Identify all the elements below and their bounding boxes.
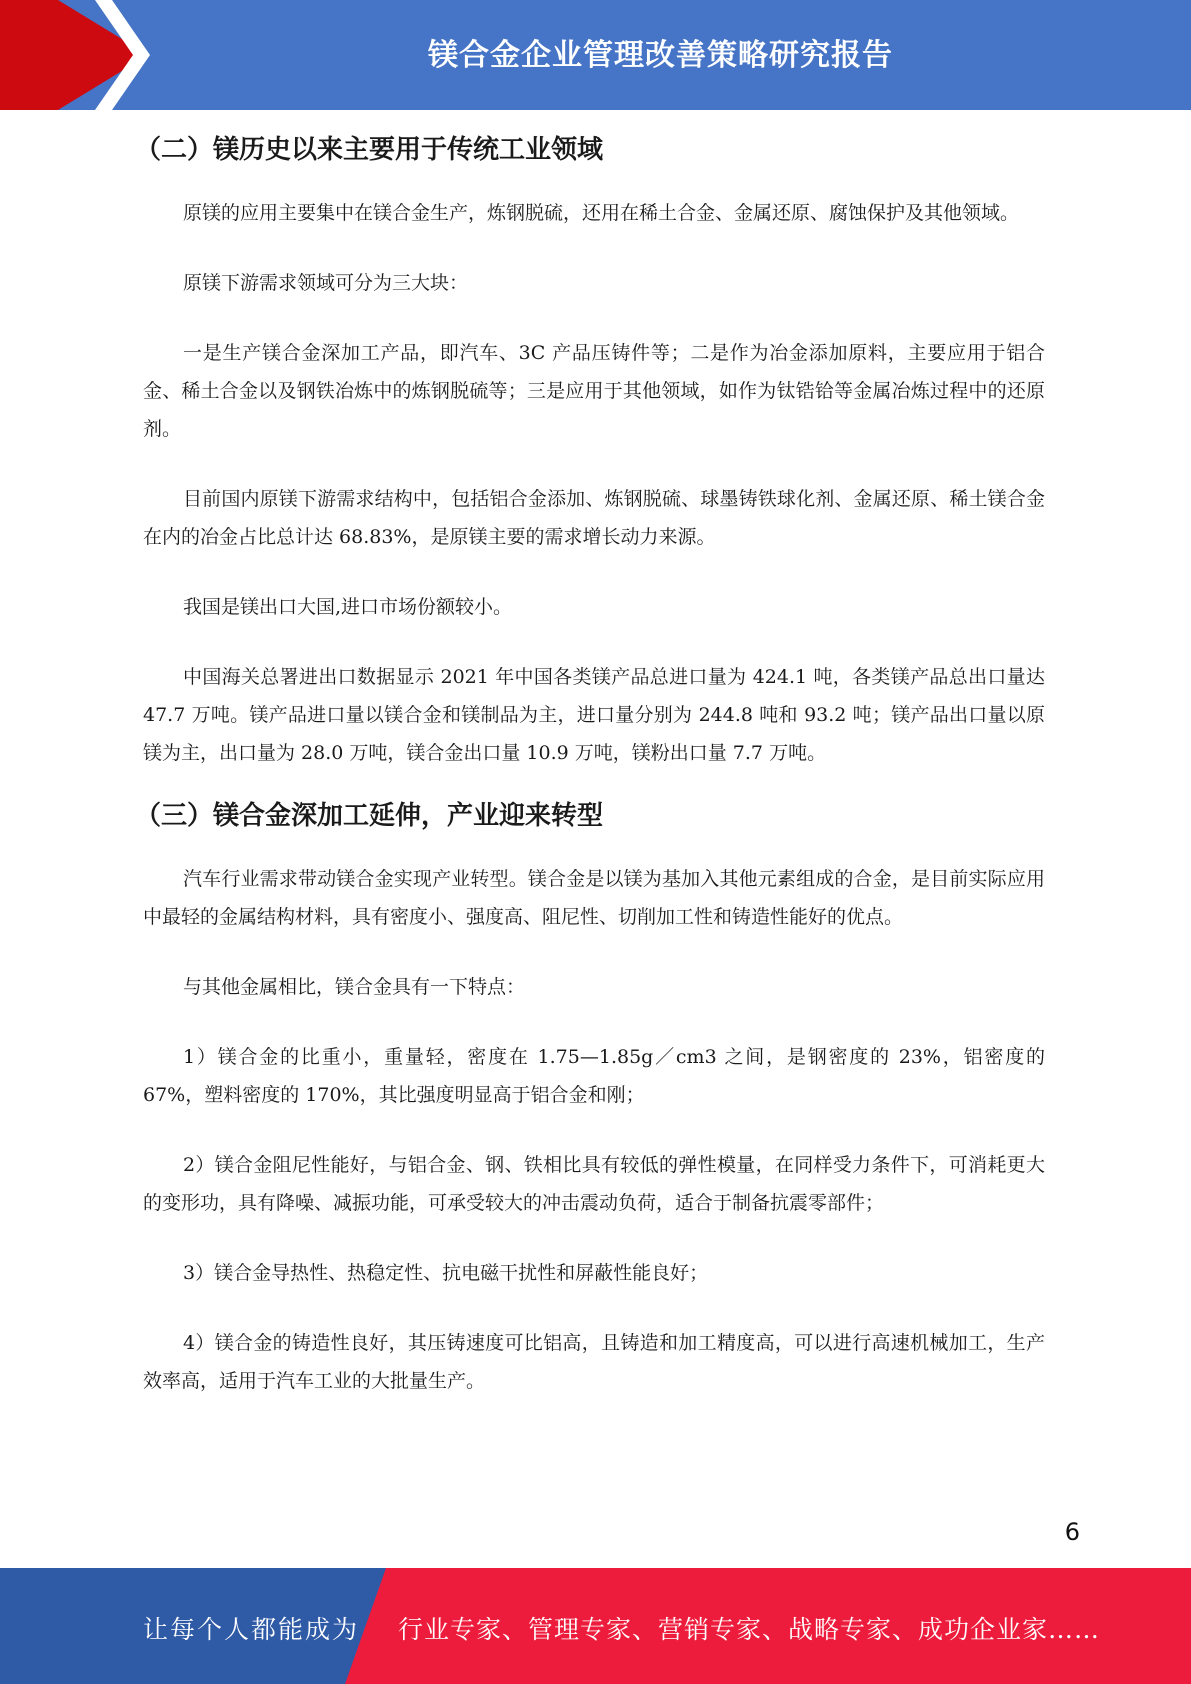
section-heading-3: （三）镁合金深加工延伸，产业迎来转型 bbox=[135, 801, 604, 831]
paragraph: 我国是镁出口大国,进口市场份额较小。 bbox=[183, 596, 513, 618]
paragraph: 原镁的应用主要集中在镁合金生产，炼钢脱硫，还用在稀土合金、金属还原、腐蚀保护及其他领域。 bbox=[183, 202, 1020, 224]
list-item-4: 4）镁合金的铸造性良好，其压铸速度可比铝高，且铸造和加工精度高，可以进行高速机械加工，生产效率高，适用于汽车工业的大批量生产。 bbox=[143, 1332, 1045, 1392]
paragraph: 目前国内原镁下游需求结构中，包括铝合金添加、炼钢脱硫、球墨铸铁球化剂、金属还原、稀土镁合金在内的冶金占比总计达 68.83%，是原镁主要的需求增长动力来源。 bbox=[143, 488, 1045, 548]
list-item-3: 3）镁合金导热性、热稳定性、抗电磁干扰性和屏蔽性能良好； bbox=[183, 1262, 709, 1284]
paragraph: 中国海关总署进出口数据显示 2021 年中国各类镁产品总进口量为 424.1 吨，各类镁产品总出口量达 47.7 万吨。镁产品进口量以镁合金和镁制品为主，进口量分别为 244.8 吨和 93.2 吨；镁产品出口量以原镁为主，出口量为 28.0 万吨，镁合金出口量 10.9 万吨，镁粉出口量 7.7 万吨。 bbox=[143, 666, 1045, 764]
paragraph: 汽车行业需求带动镁合金实现产业转型。镁合金是以镁为基加入其他元素组成的合金，是目前实际应用中最轻的金属结构材料，具有密度小、强度高、阻尼性、切削加工性和铸造性能好的优点。 bbox=[143, 868, 1045, 928]
paragraph: 与其他金属相比，镁合金具有一下特点： bbox=[183, 976, 526, 998]
footer-slogan-left: 让每个人都能成为 bbox=[143, 1615, 360, 1644]
page-number: 6 bbox=[1064, 1518, 1080, 1546]
footer-slogan-right: 行业专家、管理专家、营销专家、战略专家、成功企业家…… bbox=[398, 1615, 1101, 1644]
paragraph: 原镁下游需求领域可分为三大块： bbox=[183, 272, 469, 294]
section-heading-2: （二）镁历史以来主要用于传统工业领域 bbox=[135, 135, 604, 165]
list-item-2: 2）镁合金阻尼性能好，与铝合金、钢、铁相比具有较低的弹性模量，在同样受力条件下，可消耗更大的变形功，具有降噪、减振功能，可承受较大的冲击震动负荷，适合于制备抗震零部件； bbox=[143, 1154, 1045, 1214]
report-title: 镁合金企业管理改善策略研究报告 bbox=[428, 38, 893, 73]
page-header bbox=[0, 0, 1191, 110]
page-footer bbox=[0, 1568, 1191, 1684]
main-content bbox=[135, 130, 1045, 1400]
paragraph: 一是生产镁合金深加工产品，即汽车、3C 产品压铸件等；二是作为冶金添加原料，主要应用于铝合金、稀土合金以及钢铁冶炼中的炼钢脱硫等；三是应用于其他领域，如作为钛锆铪等金属冶炼过程中的还原剂。 bbox=[143, 342, 1045, 440]
list-item-1: 1）镁合金的比重小，重量轻，密度在 1.75—1.85g／cm3 之间，是钢密度的 23%，铝密度的 67%，塑料密度的 170%，其比强度明显高于铝合金和刚； bbox=[143, 1046, 1045, 1106]
